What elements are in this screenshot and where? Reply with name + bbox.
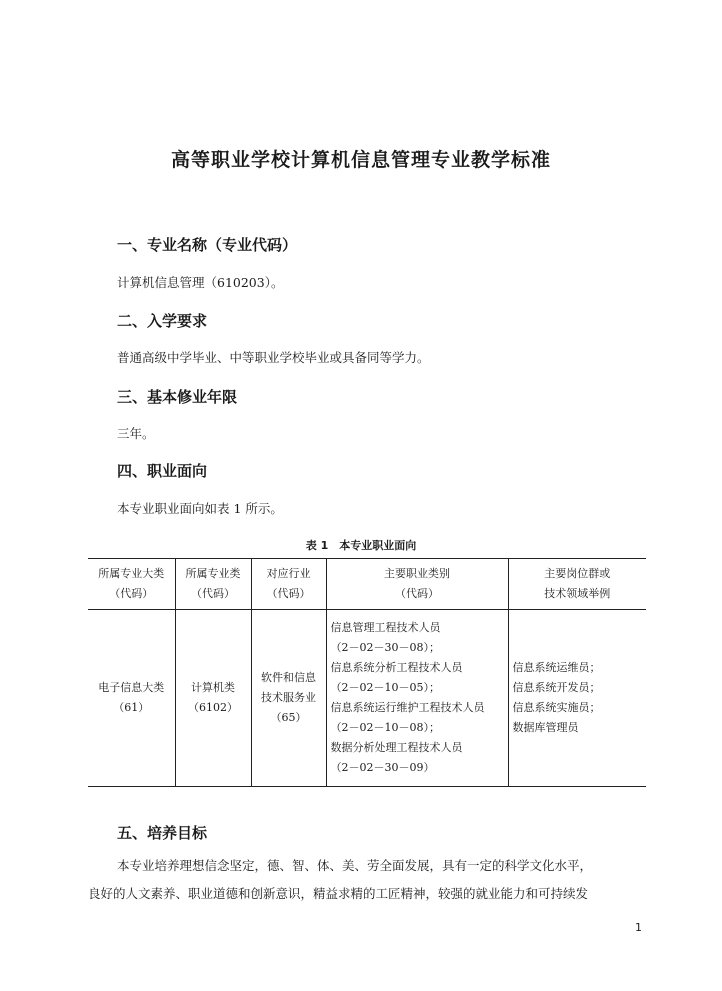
cell-line: （6102） <box>188 701 238 714</box>
cell-line: （2－02－30－08）； <box>330 641 440 654</box>
goal-line-1: 本专业培养理想信念坚定，德、智、体、美、劳全面发展，具有一定的科学文化水平， <box>117 858 593 873</box>
cell-line: 信息系统运维员； <box>512 661 601 674</box>
header-line: 所属专业类 <box>185 567 241 580</box>
page-number: 1 <box>635 921 642 934</box>
header-line: （代码） <box>191 587 235 600</box>
section-heading-major-name: 一、专业名称（专业代码） <box>117 236 298 254</box>
document-title: 高等职业学校计算机信息管理专业教学标准 <box>170 149 551 171</box>
header-line: 对应行业 <box>266 567 311 580</box>
goal-paragraph <box>88 852 648 908</box>
cell-line: 数据分析处理工程技术人员 <box>330 741 463 754</box>
career-table <box>88 558 646 787</box>
cell-line: 计算机类 <box>191 681 235 694</box>
header-line: 主要职业类别 <box>384 567 450 580</box>
header-category <box>88 559 175 610</box>
cell-line: 信息系统运行维护工程技术人员 <box>330 701 485 714</box>
goal-line-2: 良好的人文素养、职业道德和创新意识，精益求精的工匠精神，较强的就业能力和可持续发 <box>88 886 589 901</box>
header-positions <box>508 559 646 610</box>
cell-positions <box>508 610 646 787</box>
header-line: 技术领域举例 <box>544 587 611 600</box>
cell-class <box>175 610 251 787</box>
header-class <box>175 559 251 610</box>
section-text-major-name: 计算机信息管理（610203）。 <box>117 275 284 290</box>
cell-line: 软件和信息 <box>261 671 316 684</box>
cell-category <box>88 610 175 787</box>
section-heading-goal: 五、培养目标 <box>117 824 208 842</box>
header-line: （代码） <box>266 587 311 600</box>
cell-line: 数据库管理员 <box>512 721 579 734</box>
cell-industry <box>251 610 326 787</box>
header-line: （代码） <box>395 587 439 600</box>
cell-line: 电子信息大类 <box>98 681 165 694</box>
cell-line: （61） <box>113 701 150 714</box>
section-text-admission: 普通高级中学毕业、中等职业学校毕业或具备同等学力。 <box>117 350 430 365</box>
section-heading-duration: 三、基本修业年限 <box>117 388 238 406</box>
table-caption: 表 1 本专业职业面向 <box>305 539 417 552</box>
cell-line: 技术服务业 <box>261 691 316 704</box>
cell-line: （2－02－30－09） <box>330 761 435 774</box>
cell-line: 信息管理工程技术人员 <box>330 621 441 634</box>
cell-occupation <box>326 610 508 787</box>
cell-line: （65） <box>270 711 307 724</box>
header-line: 主要岗位群或 <box>544 567 611 580</box>
table-header-row <box>88 559 646 610</box>
cell-line: 信息系统分析工程技术人员 <box>330 661 463 674</box>
table-row <box>88 610 646 787</box>
section-text-duration: 三年。 <box>117 426 155 441</box>
cell-line: 信息系统开发员； <box>512 681 601 694</box>
section-heading-admission: 二、入学要求 <box>117 312 208 330</box>
header-industry <box>251 559 326 610</box>
header-line: 所属专业大类 <box>98 567 165 580</box>
header-occupation <box>326 559 508 610</box>
section-text-career: 本专业职业面向如表 1 所示。 <box>117 501 283 516</box>
cell-line: （2－02－10－08）； <box>330 721 440 734</box>
cell-line: （2－02－10－05）； <box>330 681 440 694</box>
header-line: （代码） <box>109 587 154 600</box>
cell-line: 信息系统实施员； <box>512 701 601 714</box>
section-heading-career: 四、职业面向 <box>117 462 208 480</box>
